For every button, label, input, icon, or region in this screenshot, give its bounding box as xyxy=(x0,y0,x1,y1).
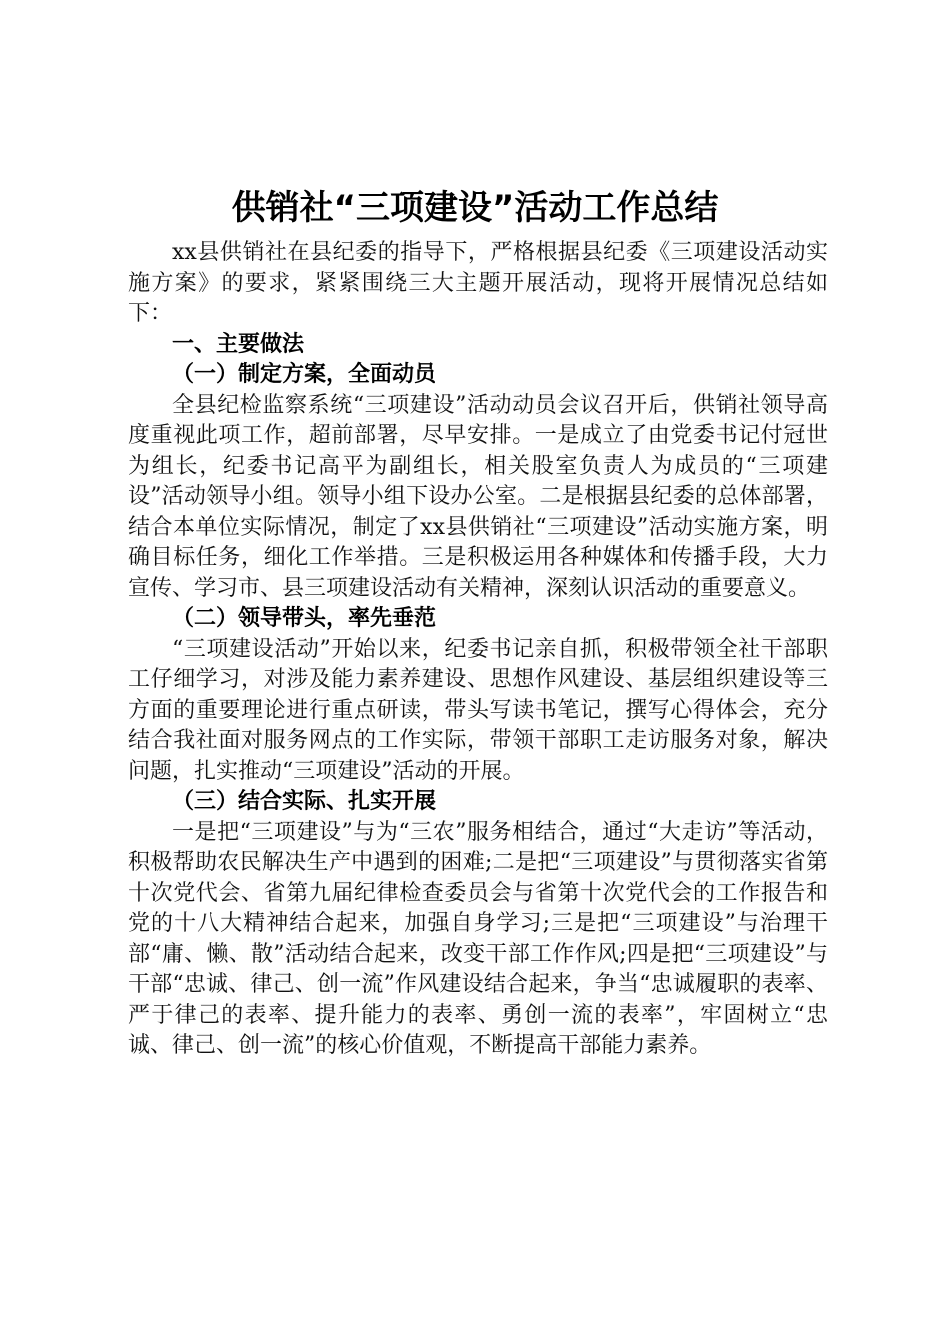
subsection-heading-3: （三）结合实际、扎实开展 xyxy=(172,789,437,814)
subsection-paragraph-3: 一是把“三项建设”与为“三农”服务相结合，通过“大走访”等活动，积极帮助农民解决生产中遇到的困难;二是把“三项建设”与贯彻落实省第十次党代会、省第九届纪律检查委员会与省第十次党代会的工作报告和党的十八大精神结合起来，加强自身学习;三是把“三项建设”与治理干部“庸、懒、散”活动结合起来，改变干部工作作风;四是把“三项建设”与干部“忠诚、律己、创一流”作风建设结合起来，争当“忠诚履职的表率、严于律己的表率、提升能力的表率、勇创一流的表率”，牢固树立“忠诚、律己、创一流”的核心价值观，不断提高干部能力素养。 xyxy=(128,819,828,1058)
subsection-heading-2: （二）领导带头，率先垂范 xyxy=(172,606,437,631)
subsection-paragraph-2: “三项建设活动”开始以来，纪委书记亲自抓，积极带领全社干部职工仔细学习，对涉及能力素养建设、思想作风建设、基层组织建设等三方面的重要理论进行重点研读，带头写读书笔记，撰写心得体会，充分结合我社面对服务网点的工作实际，带领干部职工走访服务对象，解决问题，扎实推动“三项建设”活动的开展。 xyxy=(128,636,828,784)
section-heading-main-practices: 一、主要做法 xyxy=(172,331,305,357)
document-title: 供销社“三项建设”活动工作总结 xyxy=(231,188,719,228)
intro-paragraph: xx县供销社在县纪委的指导下，严格根据县纪委《三项建设活动实施方案》的要求，紧紧围绕三大主题开展活动，现将开展情况总结如下： xyxy=(128,240,828,326)
document-body xyxy=(128,238,828,1062)
subsection-heading-1: （一）制定方案，全面动员 xyxy=(172,362,437,387)
subsection-paragraph-1: 全县纪检监察系统“三项建设”活动动员会议召开后，供销社领导高度重视此项工作，超前部署，尽早安排。一是成立了由党委书记付冠世为组长，纪委书记高平为副组长，相关股室负责人为成员的“三项建设”活动领导小组。领导小组下设办公室。二是根据县纪委的总体部署，结合本单位实际情况，制定了xx县供销社“三项建设”活动实施方案，明确目标任务，细化工作举措。三是积极运用各种媒体和传播手段，大力宣传、学习市、县三项建设活动有关精神，深刻认识活动的重要意义。 xyxy=(128,392,828,601)
